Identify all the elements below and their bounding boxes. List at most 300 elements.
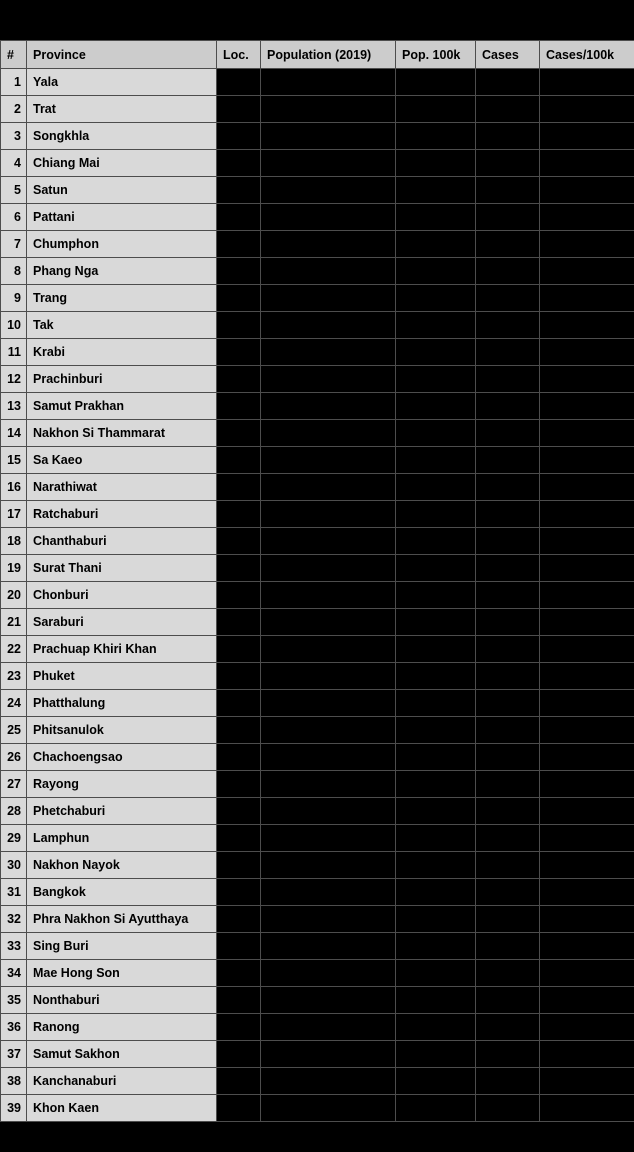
cases-per-100k-cell [540,501,634,528]
column-header-number[interactable]: # [1,41,27,69]
column-header-province[interactable]: Province [27,41,217,69]
row-index-cell: 23 [1,663,27,690]
table-header [1,41,634,69]
cases-per-100k-cell [540,447,634,474]
loc-cell [217,501,261,528]
cases-per-100k-cell [540,393,634,420]
cases-per-100k-cell [540,717,634,744]
cases-cell [476,393,540,420]
row-index-cell: 35 [1,987,27,1014]
population-cell [261,447,396,474]
row-index-cell: 4 [1,150,27,177]
province-name-cell: Trat [27,96,217,123]
population-cell [261,1041,396,1068]
population-cell [261,852,396,879]
pop-100k-cell [396,717,476,744]
province-name-cell: Chiang Mai [27,150,217,177]
table-row[interactable] [1,339,634,366]
cases-per-100k-cell [540,312,634,339]
cases-per-100k-cell [540,96,634,123]
table-row[interactable] [1,852,634,879]
table-row[interactable] [1,987,634,1014]
table-row[interactable] [1,879,634,906]
cases-per-100k-cell [540,528,634,555]
cases-cell [476,150,540,177]
loc-cell [217,582,261,609]
row-index-cell: 31 [1,879,27,906]
pop-100k-cell [396,1041,476,1068]
table-row[interactable] [1,771,634,798]
population-cell [261,1095,396,1122]
pop-100k-cell [396,555,476,582]
cases-cell [476,204,540,231]
cases-per-100k-cell [540,285,634,312]
population-cell [261,798,396,825]
row-index-cell: 14 [1,420,27,447]
row-index-cell: 29 [1,825,27,852]
row-index-cell: 3 [1,123,27,150]
cases-per-100k-cell [540,177,634,204]
row-index-cell: 17 [1,501,27,528]
cases-per-100k-cell [540,474,634,501]
province-name-cell: Khon Kaen [27,1095,217,1122]
table-row[interactable] [1,96,634,123]
cases-per-100k-cell [540,663,634,690]
row-index-cell: 28 [1,798,27,825]
cases-cell [476,1068,540,1095]
table-row[interactable] [1,798,634,825]
population-cell [261,825,396,852]
pop-100k-cell [396,663,476,690]
province-name-cell: Nakhon Si Thammarat [27,420,217,447]
population-cell [261,771,396,798]
row-index-cell: 34 [1,960,27,987]
cases-cell [476,906,540,933]
table-row[interactable] [1,663,634,690]
row-index-cell: 30 [1,852,27,879]
loc-cell [217,825,261,852]
row-index-cell: 32 [1,906,27,933]
loc-cell [217,1041,261,1068]
province-name-cell: Yala [27,69,217,96]
population-cell [261,906,396,933]
cases-per-100k-cell [540,1014,634,1041]
province-table-container [0,40,634,1122]
province-name-cell: Samut Prakhan [27,393,217,420]
population-cell [261,366,396,393]
cases-cell [476,717,540,744]
population-cell [261,555,396,582]
population-cell [261,717,396,744]
loc-cell [217,258,261,285]
table-row[interactable] [1,258,634,285]
table-row[interactable] [1,528,634,555]
cases-cell [476,258,540,285]
row-index-cell: 33 [1,933,27,960]
cases-cell [476,1041,540,1068]
province-name-cell: Chanthaburi [27,528,217,555]
row-index-cell: 16 [1,474,27,501]
province-name-cell: Satun [27,177,217,204]
row-index-cell: 12 [1,366,27,393]
cases-cell [476,555,540,582]
loc-cell [217,771,261,798]
cases-per-100k-cell [540,609,634,636]
loc-cell [217,636,261,663]
loc-cell [217,744,261,771]
pop-100k-cell [396,690,476,717]
pop-100k-cell [396,474,476,501]
pop-100k-cell [396,906,476,933]
cases-per-100k-cell [540,150,634,177]
province-name-cell: Ranong [27,1014,217,1041]
province-name-cell: Chonburi [27,582,217,609]
cases-cell [476,609,540,636]
cases-per-100k-cell [540,690,634,717]
province-name-cell: Bangkok [27,879,217,906]
pop-100k-cell [396,96,476,123]
pop-100k-cell [396,609,476,636]
pop-100k-cell [396,1014,476,1041]
loc-cell [217,1095,261,1122]
row-index-cell: 26 [1,744,27,771]
table-row[interactable] [1,960,634,987]
cases-per-100k-cell [540,960,634,987]
table-row[interactable] [1,312,634,339]
cases-per-100k-cell [540,987,634,1014]
cases-cell [476,582,540,609]
population-cell [261,420,396,447]
loc-cell [217,420,261,447]
province-name-cell: Saraburi [27,609,217,636]
cases-cell [476,879,540,906]
pop-100k-cell [396,771,476,798]
loc-cell [217,339,261,366]
table-row[interactable] [1,933,634,960]
cases-per-100k-cell [540,123,634,150]
province-name-cell: Prachuap Khiri Khan [27,636,217,663]
pop-100k-cell [396,285,476,312]
province-name-cell: Surat Thani [27,555,217,582]
loc-cell [217,933,261,960]
column-header-cases[interactable]: Cases [476,41,540,69]
pop-100k-cell [396,960,476,987]
cases-cell [476,96,540,123]
province-name-cell: Tak [27,312,217,339]
table-row[interactable] [1,1014,634,1041]
table-row[interactable] [1,393,634,420]
loc-cell [217,447,261,474]
population-cell [261,177,396,204]
loc-cell [217,150,261,177]
population-cell [261,663,396,690]
row-index-cell: 9 [1,285,27,312]
population-cell [261,312,396,339]
population-cell [261,258,396,285]
population-cell [261,339,396,366]
table-row[interactable] [1,150,634,177]
loc-cell [217,555,261,582]
loc-cell [217,366,261,393]
cases-per-100k-cell [540,555,634,582]
table-row[interactable] [1,1095,634,1122]
province-name-cell: Phang Nga [27,258,217,285]
cases-cell [476,771,540,798]
population-cell [261,960,396,987]
province-name-cell: Chachoengsao [27,744,217,771]
cases-per-100k-cell [540,636,634,663]
table-row[interactable] [1,420,634,447]
table-row[interactable] [1,690,634,717]
table-row[interactable] [1,906,634,933]
province-name-cell: Phuket [27,663,217,690]
loc-cell [217,906,261,933]
cases-cell [476,798,540,825]
pop-100k-cell [396,852,476,879]
cases-cell [476,744,540,771]
column-header-pop-100k[interactable]: Pop. 100k [396,41,476,69]
row-index-cell: 7 [1,231,27,258]
cases-per-100k-cell [540,231,634,258]
pop-100k-cell [396,501,476,528]
table-row[interactable] [1,1041,634,1068]
loc-cell [217,717,261,744]
cases-cell [476,312,540,339]
province-table [0,40,634,1122]
row-index-cell: 8 [1,258,27,285]
table-row[interactable] [1,744,634,771]
row-index-cell: 27 [1,771,27,798]
row-index-cell: 20 [1,582,27,609]
loc-cell [217,204,261,231]
table-row[interactable] [1,204,634,231]
loc-cell [217,393,261,420]
pop-100k-cell [396,312,476,339]
cases-cell [476,339,540,366]
pop-100k-cell [396,339,476,366]
population-cell [261,150,396,177]
pop-100k-cell [396,231,476,258]
cases-cell [476,285,540,312]
cases-cell [476,852,540,879]
pop-100k-cell [396,177,476,204]
province-name-cell: Trang [27,285,217,312]
pop-100k-cell [396,393,476,420]
pop-100k-cell [396,150,476,177]
population-cell [261,1014,396,1041]
pop-100k-cell [396,204,476,231]
pop-100k-cell [396,1068,476,1095]
row-index-cell: 2 [1,96,27,123]
province-name-cell: Sing Buri [27,933,217,960]
population-cell [261,690,396,717]
pop-100k-cell [396,582,476,609]
table-row[interactable] [1,1068,634,1095]
cases-cell [476,366,540,393]
population-cell [261,96,396,123]
province-name-cell: Mae Hong Son [27,960,217,987]
province-name-cell: Nakhon Nayok [27,852,217,879]
loc-cell [217,663,261,690]
cases-cell [476,501,540,528]
row-index-cell: 6 [1,204,27,231]
population-cell [261,933,396,960]
table-row[interactable] [1,123,634,150]
province-name-cell: Pattani [27,204,217,231]
province-name-cell: Narathiwat [27,474,217,501]
cases-cell [476,690,540,717]
cases-per-100k-cell [540,744,634,771]
cases-cell [476,1095,540,1122]
loc-cell [217,96,261,123]
pop-100k-cell [396,1095,476,1122]
cases-per-100k-cell [540,420,634,447]
population-cell [261,474,396,501]
table-row[interactable] [1,555,634,582]
table-row[interactable] [1,177,634,204]
pop-100k-cell [396,528,476,555]
cases-cell [476,528,540,555]
pop-100k-cell [396,366,476,393]
pop-100k-cell [396,69,476,96]
cases-cell [476,636,540,663]
loc-cell [217,987,261,1014]
pop-100k-cell [396,987,476,1014]
loc-cell [217,69,261,96]
loc-cell [217,285,261,312]
column-header-cases-100k[interactable]: Cases/100k [540,41,634,69]
cases-per-100k-cell [540,906,634,933]
population-cell [261,879,396,906]
loc-cell [217,312,261,339]
row-index-cell: 21 [1,609,27,636]
table-row[interactable] [1,717,634,744]
table-row[interactable] [1,474,634,501]
population-cell [261,609,396,636]
cases-cell [476,69,540,96]
table-row[interactable] [1,609,634,636]
cases-per-100k-cell [540,339,634,366]
table-row[interactable] [1,366,634,393]
loc-cell [217,123,261,150]
cases-per-100k-cell [540,879,634,906]
cases-cell [476,825,540,852]
province-name-cell: Sa Kaeo [27,447,217,474]
row-index-cell: 5 [1,177,27,204]
cases-cell [476,960,540,987]
table-row[interactable] [1,447,634,474]
cases-cell [476,474,540,501]
pop-100k-cell [396,420,476,447]
table-row[interactable] [1,69,634,96]
province-name-cell: Kanchanaburi [27,1068,217,1095]
column-header-population[interactable]: Population (2019) [261,41,396,69]
cases-per-100k-cell [540,69,634,96]
cases-per-100k-cell [540,933,634,960]
cases-per-100k-cell [540,1095,634,1122]
row-index-cell: 18 [1,528,27,555]
table-row[interactable] [1,636,634,663]
pop-100k-cell [396,798,476,825]
loc-cell [217,474,261,501]
pop-100k-cell [396,447,476,474]
table-body [1,69,634,1122]
province-name-cell: Lamphun [27,825,217,852]
row-index-cell: 24 [1,690,27,717]
cases-per-100k-cell [540,1068,634,1095]
province-name-cell: Phetchaburi [27,798,217,825]
population-cell [261,1068,396,1095]
column-header-loc[interactable]: Loc. [217,41,261,69]
loc-cell [217,879,261,906]
loc-cell [217,177,261,204]
cases-per-100k-cell [540,852,634,879]
table-row[interactable] [1,285,634,312]
cases-cell [476,231,540,258]
province-name-cell: Phitsanulok [27,717,217,744]
population-cell [261,636,396,663]
cases-cell [476,663,540,690]
row-index-cell: 13 [1,393,27,420]
province-name-cell: Samut Sakhon [27,1041,217,1068]
pop-100k-cell [396,933,476,960]
table-row[interactable] [1,231,634,258]
cases-cell [476,177,540,204]
province-name-cell: Krabi [27,339,217,366]
population-cell [261,231,396,258]
pop-100k-cell [396,744,476,771]
cases-cell [476,1014,540,1041]
province-name-cell: Songkhla [27,123,217,150]
loc-cell [217,960,261,987]
loc-cell [217,528,261,555]
pop-100k-cell [396,825,476,852]
row-index-cell: 15 [1,447,27,474]
loc-cell [217,798,261,825]
row-index-cell: 36 [1,1014,27,1041]
pop-100k-cell [396,879,476,906]
cases-per-100k-cell [540,771,634,798]
cases-per-100k-cell [540,258,634,285]
row-index-cell: 1 [1,69,27,96]
loc-cell [217,1068,261,1095]
cases-cell [476,123,540,150]
province-name-cell: Chumphon [27,231,217,258]
population-cell [261,528,396,555]
row-index-cell: 19 [1,555,27,582]
cases-per-100k-cell [540,1041,634,1068]
cases-per-100k-cell [540,825,634,852]
table-row[interactable] [1,582,634,609]
loc-cell [217,852,261,879]
row-index-cell: 25 [1,717,27,744]
province-name-cell: Phra Nakhon Si Ayutthaya [27,906,217,933]
table-row[interactable] [1,825,634,852]
table-header-row [1,41,634,69]
pop-100k-cell [396,258,476,285]
cases-per-100k-cell [540,798,634,825]
table-row[interactable] [1,501,634,528]
population-cell [261,987,396,1014]
population-cell [261,69,396,96]
row-index-cell: 37 [1,1041,27,1068]
cases-cell [476,420,540,447]
loc-cell [217,690,261,717]
pop-100k-cell [396,123,476,150]
row-index-cell: 22 [1,636,27,663]
loc-cell [217,1014,261,1041]
population-cell [261,393,396,420]
